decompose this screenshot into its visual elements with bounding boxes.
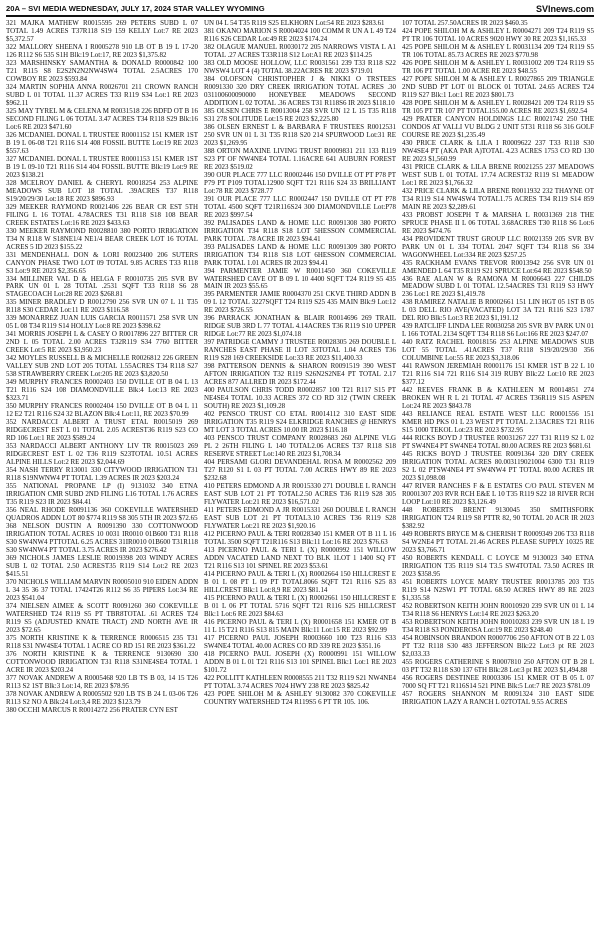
tax-listing-entry: 457 ROGERS SHANNON M R0091324 310 EAST SIDE IRRIGATION LAZY A RANCH L 02TOTAL 9.55 ACRES: [402, 689, 594, 706]
tax-listing-entry: 439 RATCLIFF LINDA LEE R0030258 205 SVR BV PARK UN 01 L 166 TOTAL 2134 SQFT T34 R118 S6 Lot:166 RE 2023 $247.07: [402, 322, 594, 339]
tax-listing-entry: 440 RATZ RACHEL R0018156 253 ALPINE MEADOWS SUB LOT 55 TOTAL .41ACRES T37 R118 S19/20/29/30 356 COLUMBINE Lot:55 RE 2023 $3,318.06: [402, 338, 594, 363]
tax-listing-entry: 381 OKANO MARION S R0004024 100 COMM R UN A L 49 T24 R116 S26 CEDAR Lot:49 RE 2023 $174.24: [204, 26, 396, 43]
tax-listing-entry: 325 MAY TYREL M & CELENA M R0031518 226 BDFD OT B 16 SECOND FILING L 06 TOTAL 3.47 ACRES T34 R118 S29 Blk:16 Lot:6 RE 2023 $471.60: [6, 106, 198, 131]
tax-listing-entry: 453 ROBERTSON KEITH JOHN R0010283 239 SVR UN 18 L 19 T34 R118 S3 PONDEROSA Lot:19 RE 2023 $248.40: [402, 617, 594, 634]
header-site-name: SVInews.com: [535, 3, 594, 14]
tax-listing-entry: 330 MEEKER RAYMOND R0028810 380 PORTO IRRIGATION T34 N R118 W S18NE1/4 NE1/4 BEAR CREEK LOT 16 TOTAL ACRES 5 ID 2023 $155.22: [6, 226, 198, 251]
tax-listing-entry: 414 PICERNO PAUL & TERI L (X) R0002664 150 HILLCREST E B 01 L 08 PT L 09 PT TOTAL8066 SQFT T21 R116 S25 83 HILLCREST Blk:1 Lot:8,9 RE 2023 $81.14: [204, 569, 396, 594]
tax-listing-entry: 447 RIVER RANCHES F & E ESTATES C/O PAUL STEVEN M R0001307 203 RVR RCH E&E L 10 T35 R119 S22 18 RIVER RCH LOOP Lot:10 RE 2023 $3,126.49: [402, 482, 594, 507]
tax-listing-entry: 334 MILLINER VAL D & HELGA F R0010735 205 SVR BV PARK UN 01 L 28 TOTAL .2531 SQFT T33 R118 S6 28 STAGECOACH Lot:28 RE 2023 $268.81: [6, 274, 198, 299]
tax-listing-entry: 335 MINER BRADLEY D R0012790 256 SVR UN 07 L 11 T35 R118 S30 CEDAR Lot:11 RE 2023 $116.58: [6, 298, 198, 315]
tax-listing-entry: 451 ROBERTS LOYCE MARY TRUSTEE R0013785 203 T35 R119 S14 N2SW1 PT TOTAL 68.50 ACRES HWY 89 RE 2023 $1,335.58: [402, 577, 594, 602]
column-2: [204, 19, 396, 924]
tax-listing-entry: 392 PALISADES LAND & HOME LLC R0091308 380 PORTO IRRIGATION T34 R118 S18 LOT 5HESSON COMMERCIAL PARK TOTAL .78 ACRE IR 2023 $94.41: [204, 218, 396, 243]
tax-listing-entry: 426 POPE SHILOH M & ASHLEY L R0031002 209 T24 R119 S5 TR 106 PT TOTAL 1.00 ACRE RE 2023 $48.55: [402, 58, 594, 75]
tax-listing-entry: 324 MARTIN SOPHIA ANNA R0026701 211 CROWN RANCH SUBD L 01 TOTAL 11.37 ACRES T33 R119 S34 Lot:1 RE 2023 $962.11: [6, 82, 198, 107]
tax-listing-entry: 394 PARMENTER JAMIE W R0011450 360 COKEVILLE WATERSHED CAVE OT B 09 L 10 4400 SQFT T24 R119 S5 435 MAIN IR 2023 $55.65: [204, 266, 396, 291]
tax-listing-entry: 443 RELIANCE REAL ESTATE WEST LLC R0001556 151 KMER HD PKS 01 L 23 WEST PT TOTAL 2.13ACRES T21 R116 S15 1000 TEKOL Lot:23 RE 2023 $732.95: [402, 410, 594, 435]
tax-listing-entry: 326 MCDANIEL DONAL L TRUSTEE R0001152 151 KMER 1ST B 19 L 06-08 T21 R116 S14 408 FOSSIL BUTTE Lot:19 RE 2023 $557.63: [6, 130, 198, 155]
tax-listing-entry: 422 POLLITT KATHLEEN R0008555 211 T32 R119 S21 NW4NE4 PT TOTAL 3.74 ACRES 7024 HWY 238 RE 2023 $825.42: [204, 673, 396, 690]
tax-listing-entry: 323 MARSHINSKY SAMANTHA & DONALD R0000842 100 T21 R115 S8 E2S2N2N2NW4SW4 TOTAL 2.5ACRES 170 COWBOY RE 2023 $593.84: [6, 58, 198, 83]
tax-listing-entry: 380 OCCHI MARCUS R R0014272 256 PRATER CYN EST: [6, 705, 178, 714]
column-1: [6, 19, 198, 924]
tax-listing-entry: 411 PETERS EDMOND A JR R0015331 260 DOUBLE L RANCH EAST SUB LOT 21 PT TOTAL3.10 ACRES T36 R119 S28 FLYWATER Lot:21 RE 2023 $1,920.16: [204, 506, 396, 531]
page-header: [6, 2, 594, 15]
tax-listing-entry: 397 PATRIDGE CAMMY J TRUSTEE R0028305 269 DOUBLE L RANCHES EAST PHASE II LOT 33TOTAL 1.04 ACRES T36 R119 S28 169 CREEKSIDE Lot:33 RE 2023 $11,400.33: [204, 338, 396, 363]
tax-listing-entry: 322 MALLORY SHEENA I R0005278 910 LB OT B 19 L 17-20 126 R112 S6 535 S1H Blk:19 Lot:17, RE 2023 $1,375.82: [6, 42, 198, 59]
tax-listing-entry: 378 NOVAK ANDREW A R0005502 920 LB TS B 24 L 03-06 T26 R113 S2 NO A Blk:24 Lot:3,4 RE 2023 $123.79: [6, 689, 198, 706]
tax-listing-entry: 356 NEAL RHODE R0091136 360 COKEVILLE WATERSHED QUADROS ADDN LOT 80 $774 R119 S8 305 5TH IR 2023 $72.65: [6, 506, 198, 523]
tax-listing-entry: 377 NOVAK ANDREW A R0005468 920 LB TS B 03, 14 15 T26 R113 S2 1ST Blk:3 Lot:14, RE 2023 $78.95: [6, 673, 198, 690]
tax-listing-entry: 429 PRATER CANYON HOLDINGS LLC R0021742 250 THE CONDOS AT VALLI VU BLDG 2 UNIT 5T31 R118 S6 316 GOLF COURSE RE 2023 $1,235.49: [402, 114, 594, 139]
tax-listing-entry: 430 PRICE CLARK & LILA I R0009622 237 T33 R118 S30 NW4SE4 PT (AKA PAR A)TOTAL 4.23 ACRES 1753 CO RD 130 RE 2023 $1,560.99: [402, 138, 594, 163]
tax-listing-entry: 432 PRICE CLARK & LILA BRENE R0011932 232 THAYNE OT T34 R119 S14 NW4SW4 TOTAL1.75 ACRES T34 R119 S14 859 MAIN RE 2023 $2,289.61: [402, 186, 594, 211]
tax-listing-entry: 384 OLOFSON CHRISTOPHER J & NIKKI O TRSTEES R0091330 320 DRY CREEK IRRIGATION TOTAL ACRES .30 031100600090000 HONEYBEE MEADOWS SECOND ADDITION L 02 TOTAL .36 ACRES T31 R118S6 IR 2023 $118.10: [204, 74, 396, 107]
tax-listing-entry: 418 PICERNO PAUL JOSEPH (X) R0000991 151 WILLOW ADDN B 01 L 01 T21 R116 S13 101 SPINEL Blk:1 Lot:1 RE 2023 $101.72: [204, 649, 396, 674]
header-rule: [6, 15, 594, 17]
tax-listing-entry: 374 NIELSEN AIMEE & SCOTT R0091260 360 COKEVILLE WATERSHED T24 R119 S5 PT TBR8TOTAL .61 ACRES T24 R119 S5 (ADJUSTED KNATE TRACT) 2ND NORTH AVE IR 2023 $72.65: [6, 601, 198, 634]
tax-listing-entry: 391 OUR PLACE 777 LLC R0002447 150 DVILLE OT PT P78 TOTAL 4500 SQFT T21R116S24 300 DIAMONDVILLE Lot:P78 RE 2023 $997.54: [204, 194, 396, 219]
tax-listing-entry: 425 POPE SHILOH M & ASHLEY L R0031134 209 T24 R119 S5 TR 106 TOTAL 85.73 ACRES RE 2023 $770.98: [402, 42, 594, 59]
tax-listing-entry: 355 NATIONAL PROPANE LP (I) 9131032 340 ETNA IRRIGATION CMR SUBD 2ND FILING L16 TOTAL 1.76 ACRES T35 R119 S23 IR 2023 $84.41: [6, 482, 198, 507]
tax-listing-entry: 454 ROBINSON BRANDON R0007706 250 AFTON OT B 22 L 03 PT T32 R118 S30 483 JEFFERSON Blk:22 Lot:3 pt RE 2023 $2,033.33: [402, 633, 594, 658]
tax-listing-entry: 452 ROBERTSON KEITH JOHN R0010920 239 SVR UN 01 L 14 T34 R118 S6 HENRYS Lot:14 RE 2023 $263.20: [402, 601, 594, 618]
tax-listing-entry: 349 MURPHY FRANCES R0002403 150 DVILLE OT B 04 L 13 T21 R116 S24 108 DIAMONDVILLE Blk:4 Lot:13 RE 2023 $323.71: [6, 378, 198, 403]
tax-listing-entry: 331 MENDENHALL DON & LORI R0023400 206 SUTERS CANYON PHASE TWO LOT 09 TOTAL 9.85 ACRES T33 R118 S3 Lot:9 RE 2023 $2,356.65: [6, 250, 198, 275]
tax-listing-entry: 382 OLAGUE MANUEL R0030172 205 NARROWS VISTA L A1 TOTAL .27 ACRES T33R118 S12 Lot:A1 RE 2023 $114.25: [204, 42, 396, 59]
tax-listing-entry: 339 MONARREZ JUAN LUIS GARCIA R0011571 258 SVR UN 05 L 08 T34 R119 S14 HOLLY Lot:8 RE 2023 $398.62: [6, 314, 198, 331]
listing-columns: [6, 19, 594, 924]
tax-listing-entry: 402 PENSCO TRUST CO ETAL R0014112 310 EAST SIDE IRRIGATION T35 R119 S24 ELKRIDGE RANCHES @ HENRYS MT LOT 3 TOTAL ACRES 10.00 IR 2023 $116.18: [204, 410, 396, 435]
tax-listing-entry: 341 MORRIS JOSEPH L & CASEY O R0017896 227 BITTER CR 2ND L 05 TOTAL 2.00 ACRES T32R119 S34 7760 BITTER CREEK Lot:5 RE 2023 $3,950.23: [6, 330, 198, 355]
tax-listing-entry: 456 ROGERS DESTINEE R0003306 151 KMER OT B 05 L 07 7000 SQ FT T21 R116S14 521 PINE Blk:5 Lot:7 RE 2023 $781.09: [402, 673, 594, 690]
tax-listing-entry: 393 PALISADES LAND & HOME LLC R0091309 380 PORTO IRRIGATION T34 R118 S18 LOT 6HESSON COMMERCIAL PARK TOTAL 1.01 ACRES IR 2023 $94.41: [204, 242, 396, 267]
tax-listing-entry: 441 RAWSON JEREMIAH R0001176 151 KMER 1ST B 22 L 10 T21 R116 S14 721 R116 S14 319 RUBY Blk:22 Lot:10 RE 2023 $377.12: [402, 362, 594, 387]
tax-listing-entry: 438 RAMIREZ NATALIE B R0002661 151 LIN HGT 05 1ST B 05 L 03 DELL RIO AVE(VACATED) LOT 3A T21 R116 S23 1787 DEL RIO Blk:5 Lot:3 RE 2023 $1,191.12: [402, 298, 594, 323]
tax-listing-entry: 416 PICERNO PAUL & TERI L (X) R0001658 151 KMER OT B 11 L 15 T21 R116 S13 815 MAIN Blk:11 Lot:15 RE 2023 $92.99: [204, 617, 396, 634]
tax-listing-entry: 449 ROBERTS BRYCE M & CHERISH T R0009349 206 T33 R118 S4 W2NE4 PT TOTAL 21.46 ACRES PLEASE SUPPLY 10325 RE 2023 $3,766.71: [402, 530, 594, 554]
tax-listing-entry: 352 NARDACCI ALBERT A TRUST ETAL R0015019 269 RIDGECREST EST L 01 TOTAL 2.05 ACREST36 R119 S23 CO RD 106 Lot:1 RE 2023 $589.24: [6, 418, 198, 443]
tax-listing-entry: 368 NELSON DUSTIN A R0091390 330 COTTONWOOD IRRIGATION TOTAL ACRES 10 0031 IR0010 01B600 T31 R118 S30 SW4NW4 PTTOTAL 6.25 ACRES 31IR0010 01B600 T31R118 S30 SW4NW4 PT TOTAL 3.75 ACRES IR 2023 $276.42: [6, 522, 198, 554]
tax-listing-entry: 370 NICHOLS WILLIAM MARVIN R0005010 910 EIDEN ADDN L 34 35 36 37 TOTAL 17424T26 R112 S6 35 PIPERS Lot:34 RE 2023 $541.04: [6, 577, 198, 602]
tax-listing-entry: 376 NORTH KRISTINE K & TERRENCE 9130690 330 COTTONWOOD IRRIGATION T31 R118 S31NE4SE4 TOTAL 1 ACRE IR 2023 $203.24: [6, 649, 198, 674]
tax-listing-entry: 427 POPE SHILOH M & ASHLEY L R0027865 209 TRIANGLE 2ND SUBD PT LOT 01 BLOCK 01 TOTAL 24.65 ACRES T24 R119 S27 Blk:1 Lot:1 RE 2023 $801.73: [402, 74, 594, 99]
tax-listing-entry: 369 NICHOLS JAMES LESLIE R0019398 203 WINDY ACRES SUB L 02 TOTAL 2.50 ACREST35 R119 S14 Lot:2 RE 2023 $415.51: [6, 553, 198, 578]
tax-listing-entry: 321 MAJKA MATHEW R0015595 269 PETERS SUBD L 07 TOTAL 1.49 ACRES T37R118 S19 159 KELLY Lot:7 RE 2023 $5,372.57: [6, 19, 198, 43]
tax-listing-entry: 328 MCELROY DANIEL & CHERYL R0018254 253 ALPINE MEADOWS SUB LOT 18 TOTAL .39ACRES T37 R118 S19/20/29/30 Lot:18 RE 2023 $896.93: [6, 178, 198, 203]
tax-listing-entry: 413 PICERNO PAUL & TERI L (X) R0000992 151 WILLOW ADDN VACATED LAND NEXT TO BLK 1LOT 1 1400 SQ FT T21 R116 S13 101 SPINEL RE 2023 $53.61: [204, 545, 396, 570]
tax-listing-entry: 410 PETERS EDMOND A JR R0015330 271 DOUBLE L RANCH EAST SUB LOT 21 PT TOTAL2.50 ACRES T36 R119 S28 305 FLYWATER Lot:21 RE 2023 $16,571.02: [204, 482, 396, 507]
tax-listing-entry: 388 ORTON MAXINE LIVING TRUST R0009831 211 133 R119 S23 PT OF NW4NE4 TOTAL 1.16ACRE 641 AUBURN FOREST RE 2023 $519.02: [204, 146, 396, 171]
tax-listing-entry: 383 OLD MOOSE HOLLOW, LLC R0031561 239 T33 R118 S22 NWSW4 LOT 4 (4) TOTAL 38.22ACRES RE 2023 $719.01: [204, 58, 396, 75]
tax-listing-entry: 390 OUR PLACE 777 LLC R0002446 150 DVILLE OT PT P78 PT P79 PT P109 TOTAL12900 SQFT T21 R116 S24 33 BRILLIANT Lot:78 RE 2023 $728.77: [204, 170, 396, 195]
tax-listing-entry: 448 ROBERTS BRENT 9130045 350 SMITHSFORK IRRIGATION T24 R119 S8 PTTR 82, 90 TOTAL 20 ACR IR 2023 $382.92: [402, 506, 594, 531]
tax-listing-entry: 431 PRICE CLARK & LILA BRENE R0021255 237 MEADOWS WEST SUB L 01 TOTAL 17.74 ACREST32 R119 S1 MEADOW Lot:1 RE 2023 $1,766.32: [402, 162, 594, 187]
tax-listing-entry: 423 POPE SHILOH M & ASHLEY 9130082 370 COKEVILLE COUNTRY WATERSHED T24 R119S5 6 PT TR 105. 106.: [204, 689, 396, 706]
tax-listing-entry: 415 PICERNO PAUL & TERI L (X) R0002661 150 HILLCREST E B 01 L 06 PT TOTAL 5716 SQFT T21 R116 S25 HILLCREST Blk:1 Lot:6 RE 2023 $84.63: [204, 593, 396, 618]
tax-listing-entry: 398 PATTERSON DENNIS & SHARON R0091519 390 WEST AFTON IRRIGATION T32 R119 S26N2S2NE4 PT TOTAL 2.17 ACRES 877 ALLRED IR 2023 $172.44: [204, 362, 396, 387]
tax-listing-entry: 433 PROBST JOSEPH T & MARSHA L R0031369 218 THE SPRUCE PHASE II L 06 TOTAL 3.68ACRES T30 R118 S6 Lot:6 RE 2023 $474.76: [402, 210, 594, 235]
tax-listing-entry: 434 PROVIDENT TRUST GROUP LLC R0021359 205 SVR BV PARK UN 01 L 334 TOTAL 2047 SQFT T34 R118 S6 334 WAGONWHEEL Lot:334 RE 2023 $257.25: [402, 234, 594, 259]
tax-listing-entry: 404 PERSAMI GLORI DEVANDEHAL ROSA M R0002562 209 T27 R120 S1 L 03 PT TOTAL 7.00 ACRES HWY 89 RE 2023 $232.68: [204, 458, 396, 483]
column-3: [402, 19, 594, 924]
tax-listing-entry: 396 PARRACK JONATHAN & BLAIR R0014696 269 TRAIL RIDGE SUB 3RD L 77 TOTAL 4.14ACRES T36 R119 S10 UPPER RIDGE Lot:77 RE 2023 $1,074.18: [204, 314, 396, 339]
tax-listing-entry: 417 PICERNO PAUL JOSEPH R0003660 100 T23 R116 S33 SW4NE4 TOTAL 40.00 ACRES CO RD 339 RE 2023 $351.16: [204, 633, 396, 650]
tax-listing-entry: 353 NARDACCI ALBERT ANTHONY LIV TR R0015023 269 RIDGECREST EST L 02 T36 R119 S23TOTAL 10.51 ACRES ALPINE HILLS Lot:2 RE 2023 $2,044.69: [6, 442, 198, 467]
tax-listing-entry: 400 PAULSON CHRIS TODD R0002857 100 T21 R117 S15 PT NE4SE4 TOTAL 10.33 ACRES 372 CO RD 312 (TWIN CREEK SOUTH) RE 2023 $1,109.28: [204, 386, 396, 411]
tax-listing-entry: 354 NASH TERRY R13001 330 CITYWOOD IRRIGATION T31 R118 S19NWNW4 PT TOTAL 1.39 ACRES IR 2023 $203.24: [6, 466, 198, 483]
tax-listing-entry: 442 REEVES FRANK B & KATHLEEN M R0014851 274 BROKEN WH R L 21 TOTAL 47 ACRES T36R119 S15 ASPEN Lot:24 RE 2023 $843.78: [402, 386, 594, 411]
tax-listing-entry: 436 RAE ALAN W & RAMONA M R0006643 227 CHILDS MEADOW SUBD L 01 TOTAL 12.54ACRES T31 R119 S3 HWY 236 Lot:1 RE 2023 $1,419.78: [402, 274, 594, 299]
tax-listing-entry: 375 NORTH KRISTINE K & TERRENCE R0006515 235 T31 R118 S31 NW4SE4 TOTAL 1 ACRE CO RD 151 RE 2023 $361.22: [6, 633, 198, 650]
tax-listing-entry: 386 OLSEN ERNEST L & BARBARA F TRUSTEES R0012531 250 SVR UN 01 L 31 T35 R118 S20 214 SPURWOOD Lot:31 RE 2023 $1,269.95: [204, 122, 396, 147]
tax-listing-entry: 428 POPE SHILOH M & ASHLEY L R0028421 209 T24 R119 S5 TR 105 PT TR 107 PT TOTAL155.00 ACRES RE 2023 $1,692.54: [402, 98, 594, 115]
tax-listing-entry: 342 MOYLES RUSSELL B & MICHELLE R0026812 226 GREEN VALLEY SUB 2ND LOT 205 TOTAL 1.55ACRES T34 R118 S27 538 STRAWBERRY CREEK Lot:205 RE 2023 $3,820.50: [6, 354, 198, 379]
tax-listing-entry: 444 RICKS BOYD J TRUSTEE R0031267 227 T31 R119 S2 L 02 PT SW4NE4 PT SW4NE4 TOTAL 80.00 ACRES RE 2023 $681.61: [402, 434, 594, 451]
tax-listing-entry: 395 PARMENTER JAMIE R0004370 251 CKVE THIRD ADDN B 09 L 12 TOTAL 3227SQFT T24 R119 S25 435 MAIN Blk:9 Lot:12 RE 2023 $726.55: [204, 290, 396, 315]
tax-listing-entry: 350 MURPHY FRANCES R0002404 150 DVILLE OT B 04 L 11 12 E2 T21 R116 S24 32 BLAZON Blk:4 Lot:11, RE 2023 $70.99: [6, 402, 198, 419]
tax-listing-entry: 450 ROBERTS KENDALL C LOYCE M 9130023 340 ETNA IRRIGATION T35 R119 S14 T3.5 SW4TOTAL 73.50 ACRES IR 2023 $358.95: [402, 553, 594, 578]
header-folio: 20A – SVI MEDIA WEDNESDAY, JULY 17, 2024 STAR VALLEY WYOMING: [6, 4, 265, 13]
tax-listing-entry: 435 RACKHAM EVANS TREVOR R0013942 256 SVR UN 01 AMENDED L 64 T35 R119 S21 SPRUCE Lot:64 RE 2023 $548.50: [402, 258, 594, 275]
tax-listing-entry: 107 TOTAL 257.50ACRES IR 2023 $460.35: [402, 19, 528, 27]
tax-listing-entry: 329 MEEKER RAYMOND R0021406 226 BEAR CR EST 5TH FILING L 16 TOTAL 4.78ACRES T31 R118 S18 108 BEAR CREEK ESTATES Lot:16 RE 2023 $433.63: [6, 202, 198, 227]
tax-listing-entry: 445 RICKS BOYD J TRUSTEE R0091364 320 DRY CREEK IRRIGATION TOTAL ACRES 80.003119021004 6300 T31 R119 S2 L 02 PTSW4NE4 PT SW4NW4 PT TOTAL 80.00 ACRES IR 2023 $1,098.08: [402, 450, 594, 483]
tax-listing-entry: 385 OLSEN CHRIS E R0013004 258 SVR UN 12 L 15 T35 R118 S31 278 SOLITUDE Lot:15 RE 2023 $2,225.80: [204, 106, 396, 123]
tax-listing-entry: 424 POPE SHILOH M & ASHLEY L R0004271 209 T24 R119 S5 PT TR 106 TOTAL 10 ACRES 9020 HWY 30 RE 2023 $1,165.33: [402, 26, 594, 43]
tax-listing-entry: 455 ROGERS CATHERINE S R0007810 250 AFTON OT B 28 L 03 PT T32 R118 S30 137 6TH Blk:28 Lot:3 pt RE 2023 $1,494.88: [402, 657, 594, 674]
tax-listing-entry: 327 MCDANIEL DONAL L TRUSTEE R0001153 151 KMER 1ST B 19 L 09-10 T21 R116 S14 404 FOSSIL BUTTE Blk:19 Lot:9 RE 2023 $138.21: [6, 154, 198, 179]
tax-listing-entry: 403 PENSCO TRUST COMPANY R0028683 260 ALPINE VLG PL 2 26TH FILING L 140 TOTAL2.06 ACRES T37 R118 S18 RESERVE STREET Lot:140 RE 2023 $1,708.34: [204, 434, 396, 459]
tax-listing-entry: UN 04 L 54 T35 R119 S25 ELKHORN Lot:54 RE 2023 $283.61: [204, 19, 385, 27]
tax-listing-entry: 412 PICERNO PAUL & TERI R0028340 151 KMER OT B 11 L 16 TOTAL 3500 SQFT T21R116 S13 Blk:11 Lot:16 RE 2023 $76.63: [204, 530, 396, 546]
